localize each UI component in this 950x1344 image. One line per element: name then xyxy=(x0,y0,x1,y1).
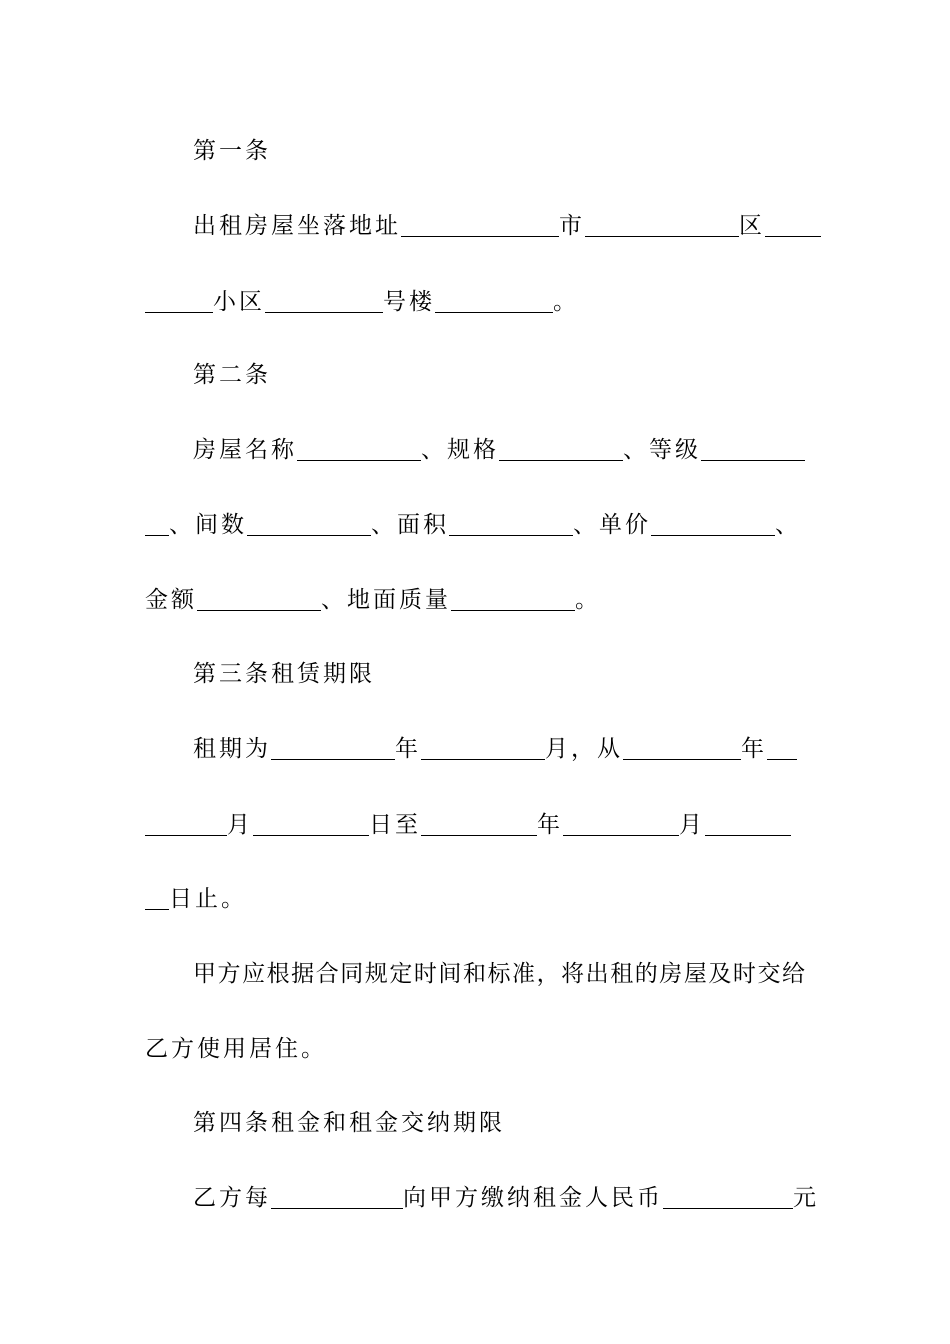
amount-blank xyxy=(197,588,321,611)
end-year-blank xyxy=(421,813,537,836)
address-blank xyxy=(401,214,559,237)
floor-quality-label: 、地面质量 xyxy=(321,587,451,613)
yuan-label: 元 xyxy=(793,1185,819,1211)
start-day-to-label: 日至 xyxy=(369,812,421,838)
article-3-line-3 xyxy=(145,879,805,919)
start-day-blank xyxy=(253,813,369,836)
community-label: 小区 xyxy=(213,289,265,315)
tenant-each-label: 乙方每 xyxy=(193,1185,271,1211)
start-month-blank xyxy=(767,737,797,760)
district-blank-cont xyxy=(145,290,213,313)
end-month-blank xyxy=(563,813,679,836)
start-year-blank xyxy=(623,737,741,760)
end-day-blank-cont xyxy=(145,887,169,910)
unit-price-label: 、单价 xyxy=(573,512,651,538)
district-label: 区 xyxy=(739,213,765,239)
area-label: 、面积 xyxy=(371,512,449,538)
article-2-line-3 xyxy=(145,580,805,620)
start-month-label: 月 xyxy=(227,812,253,838)
payment-period-blank xyxy=(271,1186,403,1209)
spec-label: 、规格 xyxy=(421,437,499,463)
unit-price-blank xyxy=(651,513,775,536)
month-from-label: 月，从 xyxy=(545,736,623,762)
article-1-address-line xyxy=(193,206,805,246)
term-label: 租期为 xyxy=(193,736,271,762)
article-4-line-1 xyxy=(193,1178,819,1218)
end-year-label: 年 xyxy=(537,812,563,838)
rooms-label: 、间数 xyxy=(169,512,247,538)
article-2-line-1 xyxy=(193,430,805,470)
year-label: 年 xyxy=(395,736,421,762)
district-blank xyxy=(765,214,821,237)
house-name-blank xyxy=(297,438,421,461)
city-label: 市 xyxy=(559,213,585,239)
city-blank xyxy=(585,214,739,237)
grade-label: 、等级 xyxy=(623,437,701,463)
period-mark-2: 。 xyxy=(575,587,601,613)
term-months-blank xyxy=(421,737,545,760)
article-4-title: 第四条租金和租金交纳期限 xyxy=(193,1110,505,1136)
article-1-title: 第一条 xyxy=(193,138,271,164)
start-year-label: 年 xyxy=(741,736,767,762)
comma-mark: 、 xyxy=(775,512,801,538)
grade-blank-cont xyxy=(145,513,169,536)
building-label: 号楼 xyxy=(383,289,435,315)
pay-rent-label: 向甲方缴纳租金人民币 xyxy=(403,1185,663,1211)
end-day-blank xyxy=(705,813,791,836)
building-blank xyxy=(435,290,553,313)
amount-label: 金额 xyxy=(145,587,197,613)
grade-blank xyxy=(701,438,805,461)
article-3-line-2 xyxy=(145,805,805,845)
article-3-line-1 xyxy=(193,729,805,769)
start-month-blank-cont xyxy=(145,813,227,836)
article-2-title: 第二条 xyxy=(193,362,271,388)
article-3-para-2-line-1: 甲方应根据合同规定时间和标准，将出租的房屋及时交给 xyxy=(193,961,805,987)
article-3-para-2-line-2: 乙方使用居住。 xyxy=(145,1036,327,1062)
community-blank xyxy=(265,290,383,313)
period-mark: 。 xyxy=(553,289,579,315)
end-month-label: 月 xyxy=(679,812,705,838)
address-label: 出租房屋坐落地址 xyxy=(193,213,401,239)
article-2-line-2 xyxy=(145,505,805,545)
rent-amount-blank xyxy=(663,1186,793,1209)
house-name-label: 房屋名称 xyxy=(193,437,297,463)
article-3-title: 第三条租赁期限 xyxy=(193,661,375,687)
term-years-blank xyxy=(271,737,395,760)
area-blank xyxy=(449,513,573,536)
rooms-blank xyxy=(247,513,371,536)
article-1-address-line-2 xyxy=(145,282,805,322)
end-day-label: 日止。 xyxy=(169,886,247,912)
spec-blank xyxy=(499,438,623,461)
floor-quality-blank xyxy=(451,588,575,611)
